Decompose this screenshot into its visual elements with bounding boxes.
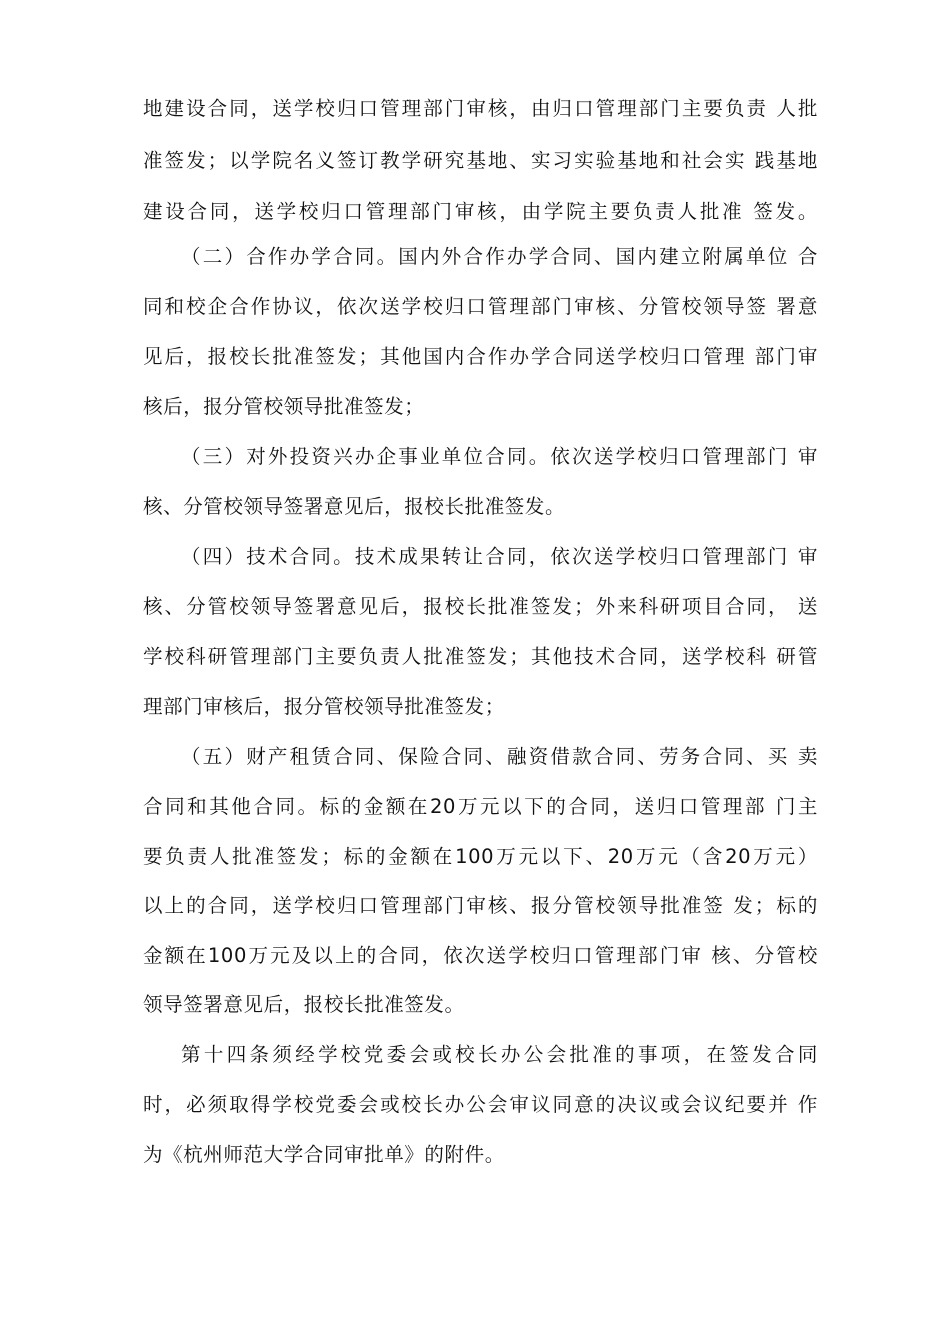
text-line: 见后，报校长批准签发；其他国内合作办学合同送学校归口管理 部门审 [143, 345, 818, 368]
text-line: 准签发；以学院名义签订教学研究基地、实习实验基地和社会实 践基地 [143, 149, 818, 172]
text-line: 时，必须取得学校党委会或校长办公会审议同意的决议或会议纪要并 作 [143, 1093, 818, 1116]
text-line: （三）对外投资兴办企事业单位合同。依次送学校归口管理部门 审 [181, 445, 818, 468]
text-line: 学校科研管理部门主要负责人批准签发；其他技术合同，送学校科 研管 [143, 645, 818, 668]
text-line: 第十四条须经学校党委会或校长办公会批准的事项，在签发合同 [181, 1043, 818, 1066]
text-line: 建设合同，送学校归口管理部门审核，由学院主要负责人批准 签发。 [143, 200, 818, 223]
text-line: 为《杭州师范大学合同审批单》的附件。 [143, 1143, 505, 1166]
text-line: 核后，报分管校领导批准签发； [143, 395, 425, 418]
text-line: 以上的合同，送学校归口管理部门审核、报分管校领导批准签 发；标的 [143, 894, 818, 917]
text-line: 金额在100万元及以上的合同，依次送学校归口管理部门审 核、分管校 [143, 944, 818, 967]
text-line: （五）财产租赁合同、保险合同、融资借款合同、劳务合同、买 卖 [181, 745, 818, 768]
text-line: （二）合作办学合同。国内外合作办学合同、国内建立附属单位 合 [181, 245, 818, 268]
text-line: 领导签署意见后，报校长批准签发。 [143, 993, 465, 1016]
text-line: 核、分管校领导签署意见后，报校长批准签发。 [143, 495, 566, 518]
text-line: 要负责人批准签发；标的金额在100万元以下、20万元（含20万元） [143, 845, 818, 868]
text-line: 理部门审核后，报分管校领导批准签发； [143, 695, 505, 718]
text-line: 同和校企合作协议，依次送学校归口管理部门审核、分管校领导签 署意 [143, 295, 818, 318]
text-line: 地建设合同，送学校归口管理部门审核，由归口管理部门主要负责 人批 [143, 97, 818, 120]
text-line: 合同和其他合同。标的金额在20万元以下的合同，送归口管理部 门主 [143, 795, 818, 818]
text-line: 核、分管校领导签署意见后，报校长批准签发；外来科研项目合同， 送 [143, 595, 818, 618]
text-line: （四）技术合同。技术成果转让合同，依次送学校归口管理部门 审 [181, 545, 818, 568]
